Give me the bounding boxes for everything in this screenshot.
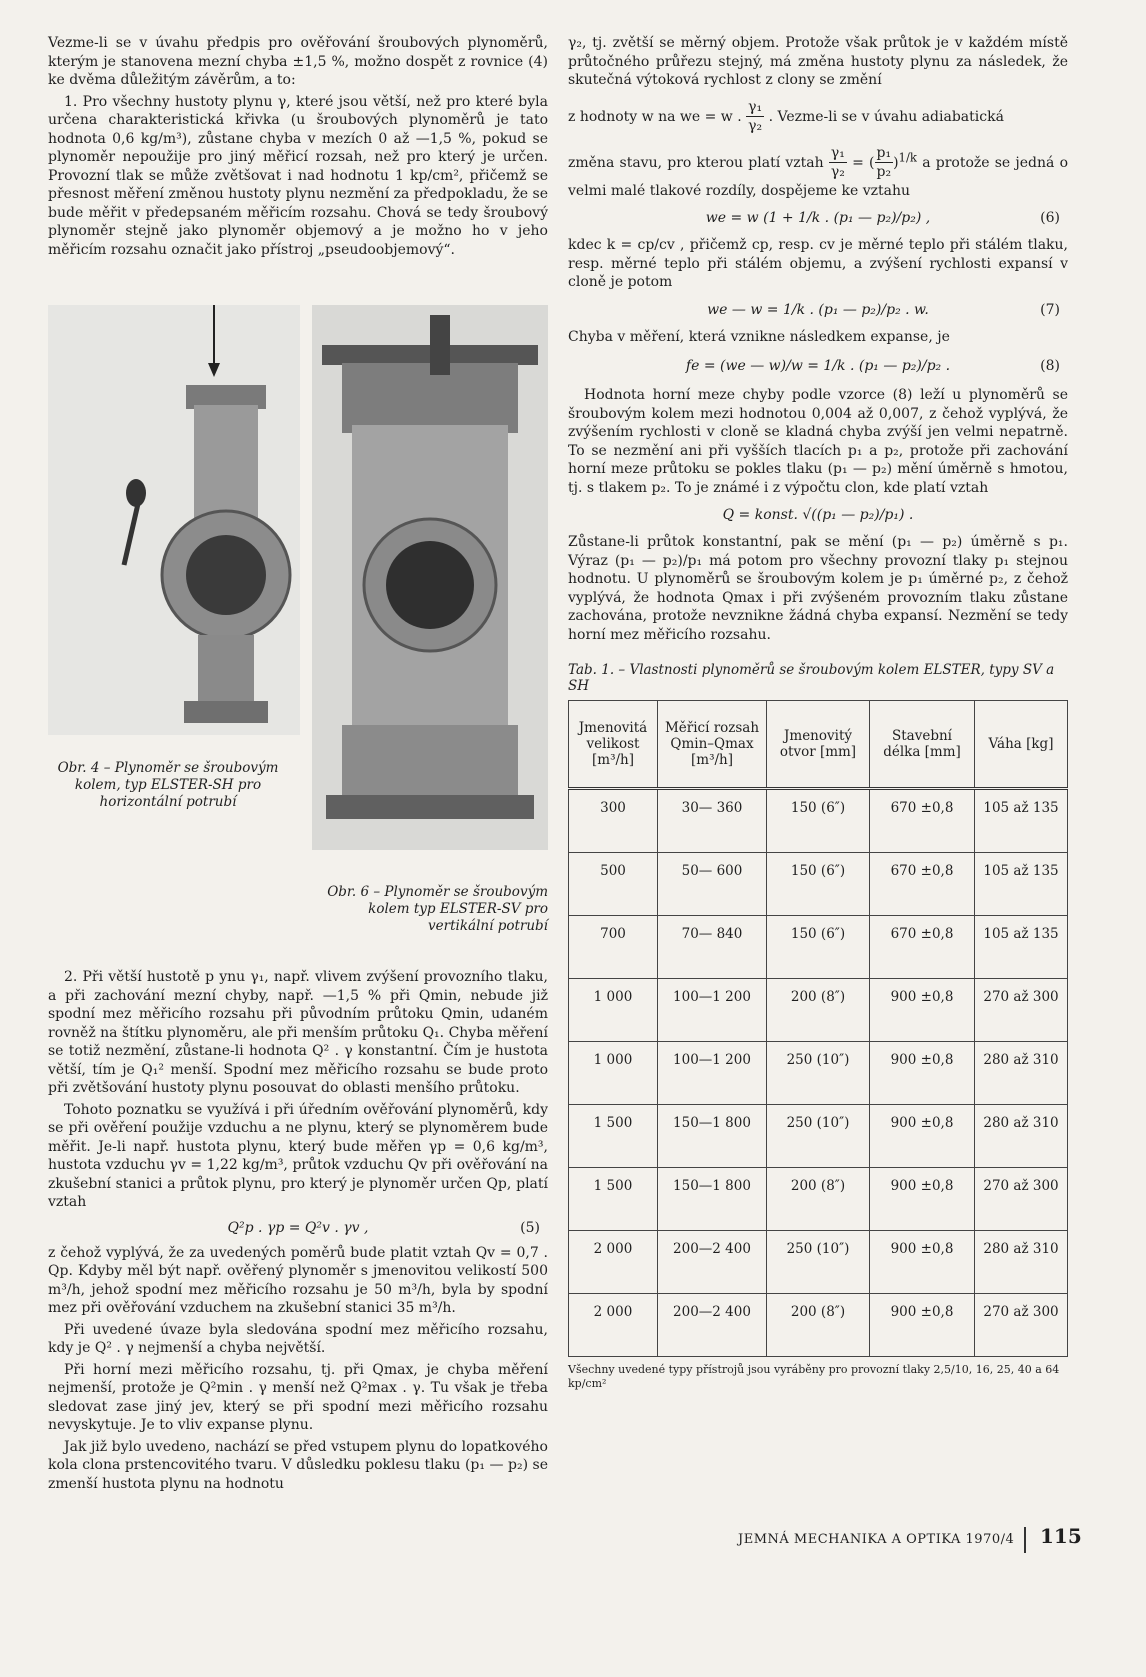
table-cell: 200—2 400 [658, 1231, 767, 1294]
table-header-cell: Váha [kg] [975, 701, 1068, 789]
table-cell: 900 ±0,8 [870, 1294, 975, 1357]
table-cell: 300 [569, 789, 658, 853]
right-paragraph-6: Hodnota horní meze chyby podle vzorce (8) leží u plynoměrů se šroubovým kolem mezi hodnotou 0,004 až 0,007, z čehož vyplývá, že zvýšením rychlosti v cloně se kladná chyba zvýší jen velmi nepatrně. To se nezmění ani při vyšších tlacích p₁ a p₂, protože při zachování horní meze průtoku se pokles tlaku (p₁ — p₂) mění úměrně s hmotou, tj. s tlakem p₂. To je známé i z výpočtu clon, kde platí vztah [568, 387, 1068, 496]
left-paragraph-5: z čehož vyplývá, že za uvedených poměrů bude platit vztah Qv = 0,7 . Qp. Kdyby měl být např. ověřený plynoměr s jmenovitou velikostí 500 m³/h, jehož spodní mez měřicího rozsahu je 50 m³/h, byla by spodní mez při ověřování vzduchem na zkušební stanici 35 m³/h. [48, 1244, 548, 1316]
equation-8-body: fe = (we — w)/w = 1/k . (p₁ — p₂)/p₂ . [685, 358, 951, 374]
page-number: 115 [1040, 1524, 1082, 1548]
table-cell: 105 až 135 [975, 853, 1068, 916]
figure-6-photo [312, 305, 548, 850]
right-paragraph-2-end: . Vezme-li se v úvahu adiabatická [768, 108, 1004, 125]
table-cell: 150—1 800 [658, 1168, 767, 1231]
table-row [569, 853, 1068, 916]
figure-6-caption: Obr. 6 – Plynoměr se šroubovým kolem typ ELSTER-SV pro vertikální potrubí [327, 884, 548, 934]
table-cell: 1 500 [569, 1168, 658, 1231]
equation-9 [568, 507, 1068, 523]
gas-meter-sv-illustration [312, 305, 548, 850]
table-cell: 150 (6″) [767, 916, 870, 979]
figure-4-photo [48, 305, 300, 735]
table-cell: 105 až 135 [975, 916, 1068, 979]
table-cell: 100—1 200 [658, 1042, 767, 1105]
table-cell: 900 ±0,8 [870, 979, 975, 1042]
table-cell: 1 000 [569, 1042, 658, 1105]
table-cell: 900 ±0,8 [870, 1105, 975, 1168]
ratio-numerator: γ₁ [746, 98, 764, 118]
equation-6-body: we = w (1 + 1/k . (p₁ — p₂)/p₂) , [705, 210, 931, 226]
table-cell: 280 až 310 [975, 1231, 1068, 1294]
table-row [569, 789, 1068, 853]
left-column-bottom [48, 968, 548, 1496]
left-paragraph-1: Vezme-li se v úvahu předpis pro ověřování šroubových plynoměrů, kterým je stanovena mezní chyba ±1,5 %, možno dospět z rovnice (4) ke dvěma důležitým závěrům, a to: [48, 35, 548, 88]
table-row [569, 1231, 1068, 1294]
table-cell: 200—2 400 [658, 1294, 767, 1357]
table-cell: 200 (8″) [767, 979, 870, 1042]
table-footnote: Všechny uvedené typy přístrojů jsou vyráběny pro provozní tlaky 2,5/10, 16, 25, 40 a 64 kp/cm² [568, 1363, 1060, 1390]
gas-meter-sh-illustration [48, 305, 300, 735]
table-cell: 250 (10″) [767, 1231, 870, 1294]
table-header-cell: Stavební délka [mm] [870, 701, 975, 789]
table-cell: 150 (6″) [767, 853, 870, 916]
ratio-fraction [746, 98, 764, 136]
table-row [569, 1294, 1068, 1357]
equation-9-body: Q = konst. √((p₁ — p₂)/p₁) . [722, 507, 914, 523]
table-cell: 270 až 300 [975, 979, 1068, 1042]
table-cell: 670 ±0,8 [870, 916, 975, 979]
table-cell: 1 500 [569, 1105, 658, 1168]
equation-5-number: (5) [520, 1219, 540, 1236]
equation-8-number: (8) [1040, 358, 1060, 374]
right-paragraph-2 [568, 98, 1068, 136]
equation-7 [568, 302, 1068, 318]
left-paragraph-2: 1. Pro všechny hustoty plynu γ, které jsou větší, než pro které byla určena charakteristická křivka (u šroubových plynoměrů je tato hodnota 0,6 kg/m³), zůstane chyba v mezích 0 až —1,5 %, pokud se plynoměr nepoužije pro jiný měřicí rozsah, než pro který je určen. Provozní tlak se může zvětšovat i nad hodnotu 1 kp/cm², přičemž se přesnost měření změnou hustoty plynu nezmění za předpokladu, že se bude měřit v předepsaném měřicím rozsahu. Chová se tedy šroubový plynoměr stejně jako plynoměr objemový a je možno ho v jeho měřicím rozsahu označit jako přístroj „pseudoobjemový“. [48, 93, 548, 258]
table-cell: 70— 840 [658, 916, 767, 979]
table-header-cell: Měřicí rozsah Qmin–Qmax [m³/h] [658, 701, 767, 789]
left-paragraph-4: Tohoto poznatku se využívá i při úředním ověřování plynoměrů, kdy se při ověření použije vzduchu a ne plynu, který se plynoměrem bude měřit. Je-li např. hustota plynu, který bude měřen γp = 0,6 kg/m³, hustota vzduchu γv = 1,22 kg/m³, průtok vzduchu Qv při ověřování na zkušební stanici a průtok plynu, pro který je plynoměr určen Qp, platí vztah [48, 1101, 548, 1210]
right-paragraph-3-end: a protože se jedná o velmi malé tlakové rozdíly, dospějeme ke vztahu [568, 154, 1069, 199]
footer-divider [1024, 1527, 1026, 1553]
table-section [568, 662, 1068, 1391]
right-paragraph-7: Zůstane-li průtok konstantní, pak se mění (p₁ — p₂) úměrně s p₁. Výraz (p₁ — p₂)/p₁ má potom pro všechny provozní tlaky p₁ stejnou hodnotu. U plynoměrů se šroubovým kolem je p₁ úměrné p₂, z čehož vyplývá, že hodnota Qmax i při zvýšeném provozním tlaku zůstane zachována, protože nevznikne žádná chyba expansí. Nezmění se tedy horní mez měřicího rozsahu. [568, 534, 1068, 643]
table-cell: 500 [569, 853, 658, 916]
table-cell: 2 000 [569, 1231, 658, 1294]
table-cell: 200 (8″) [767, 1168, 870, 1231]
table-cell: 200 (8″) [767, 1294, 870, 1357]
table-cell: 50— 600 [658, 853, 767, 916]
left-paragraph-8: Jak již bylo uvedeno, nachází se před vstupem plynu do lopatkového kola clona prstencovitého tvaru. V důsledku poklesu tlaku (p₁ — p₂) se zmenší hustota plynu na hodnotu [48, 1438, 548, 1492]
equation-7-number: (7) [1040, 301, 1060, 318]
properties-table [568, 700, 1068, 1357]
table-row [569, 916, 1068, 979]
table-row [569, 1168, 1068, 1231]
table-cell: 280 až 310 [975, 1042, 1068, 1105]
table-cell: 150—1 800 [658, 1105, 767, 1168]
table-cell: 670 ±0,8 [870, 853, 975, 916]
table-cell: 250 (10″) [767, 1105, 870, 1168]
ratio-denominator: γ₂ [748, 118, 763, 134]
table-header-cell: Jmenovitý otvor [mm] [767, 701, 870, 789]
table-title: Tab. 1. – Vlastnosti plynoměrů se šroubovým kolem ELSTER, typy SV a SH [568, 662, 1055, 694]
figure-4-caption: Obr. 4 – Plynoměr se šroubovým kolem, typ ELSTER-SH pro horizontální potrubí [57, 760, 279, 810]
table-cell: 250 (10″) [767, 1042, 870, 1105]
table-row [569, 979, 1068, 1042]
table-cell: 2 000 [569, 1294, 658, 1357]
right-column [568, 34, 1068, 1391]
table-cell: 900 ±0,8 [870, 1042, 975, 1105]
table-cell: 700 [569, 916, 658, 979]
journal-footer: JEMNÁ MECHANIKA A OPTIKA 1970/4 [738, 1532, 1015, 1547]
left-paragraph-7: Při horní mezi měřicího rozsahu, tj. při Qmax, je chyba měření nejmenší, protože je Q²min . γ menší než Q²max . γ. Tu však je třeba sledovat zase jiný jev, který se při spodní mezi měřicího rozsahu nevyskytuje. Je to vliv expanse plynu. [48, 1361, 548, 1433]
table-cell: 105 až 135 [975, 789, 1068, 853]
table-cell: 30— 360 [658, 789, 767, 853]
equation-6-number: (6) [1040, 210, 1060, 226]
left-column-top [48, 34, 548, 262]
table-cell: 1 000 [569, 979, 658, 1042]
table-header-cell: Jmenovitá velikost [m³/h] [569, 701, 658, 789]
table-cell: 900 ±0,8 [870, 1168, 975, 1231]
right-paragraph-1: γ₂, tj. zvětší se měrný objem. Protože však průtok je v každém místě průtočného průřezu stejný, má změna hustoty plynu za následek, že skutečná výtoková rychlost z clony se změní [568, 35, 1068, 88]
table-cell: 670 ±0,8 [870, 789, 975, 853]
left-paragraph-3: 2. Při větší hustotě p ynu γ₁, např. vlivem zvýšení provozního tlaku, a při zachování mezní chyby, např. —1,5 % při Qmin, nebude již spodní mez měřicího rozsahu při původním průtoku Qmin, udaném rovněž na štítku plynoměru, ale při menším průtoku Q₁. Chyba měření se totiž nezmění, zůstane-li hodnota Q² . γ konstantní. Čím je hustota větší, tím je Q₁² menší. Spodní mez měřicího rozsahu se bude proto při zvětšování hustoty plynu posouvat do oblasti menšího průtoku. [48, 969, 549, 1096]
equation-5-body: Q²p . γp = Q²v . γv , [227, 1219, 369, 1236]
right-paragraph-5: Chyba v měření, která vznikne následkem expanse, je [568, 328, 950, 345]
table-cell: 270 až 300 [975, 1294, 1068, 1357]
equation-8 [568, 358, 1068, 374]
equation-5 [48, 1220, 548, 1236]
table-header-row [569, 701, 1068, 789]
table-cell: 280 až 310 [975, 1105, 1068, 1168]
table-cell: 150 (6″) [767, 789, 870, 853]
left-paragraph-6: Při uvedené úvaze byla sledována spodní mez měřicího rozsahu, kdy je Q² . γ nejmenší a chyba největší. [48, 1321, 548, 1356]
right-paragraph-3-start: změna stavu, pro kterou platí vztah [568, 154, 824, 171]
adiabatic-fraction: $\frac{\text{γ₁}}{\text{γ₂}}$ [830, 144, 845, 180]
equation-7-body: we — w = 1/k . (p₁ — p₂)/p₂ . w. [707, 301, 929, 318]
table-cell: 900 ±0,8 [870, 1231, 975, 1294]
equation-6 [568, 210, 1068, 226]
table-cell: 100—1 200 [658, 979, 767, 1042]
right-paragraph-3: změna stavu, pro kterou platí vztah $\frac{\text{γ₁}}{\text{γ₂}}$ = ( $\frac{\text{p₁}}{\text{p₂}}$ )$^{1/k}$ a protože se jedná o velmi malé tlakové rozdíly, dospějeme ke vztahu [568, 144, 1069, 199]
right-paragraph-2-start: z hodnoty w na we = w . [568, 108, 742, 125]
table-row [569, 1105, 1068, 1168]
table-row [569, 1042, 1068, 1105]
table-cell: 270 až 300 [975, 1168, 1068, 1231]
right-paragraph-4: kdec k = cp/cv , přičemž cp, resp. cv je měrné teplo při stálém tlaku, resp. měrné teplo při stálém objemu, a zvýšení rychlosti expansí v cloně je potom [568, 237, 1068, 290]
